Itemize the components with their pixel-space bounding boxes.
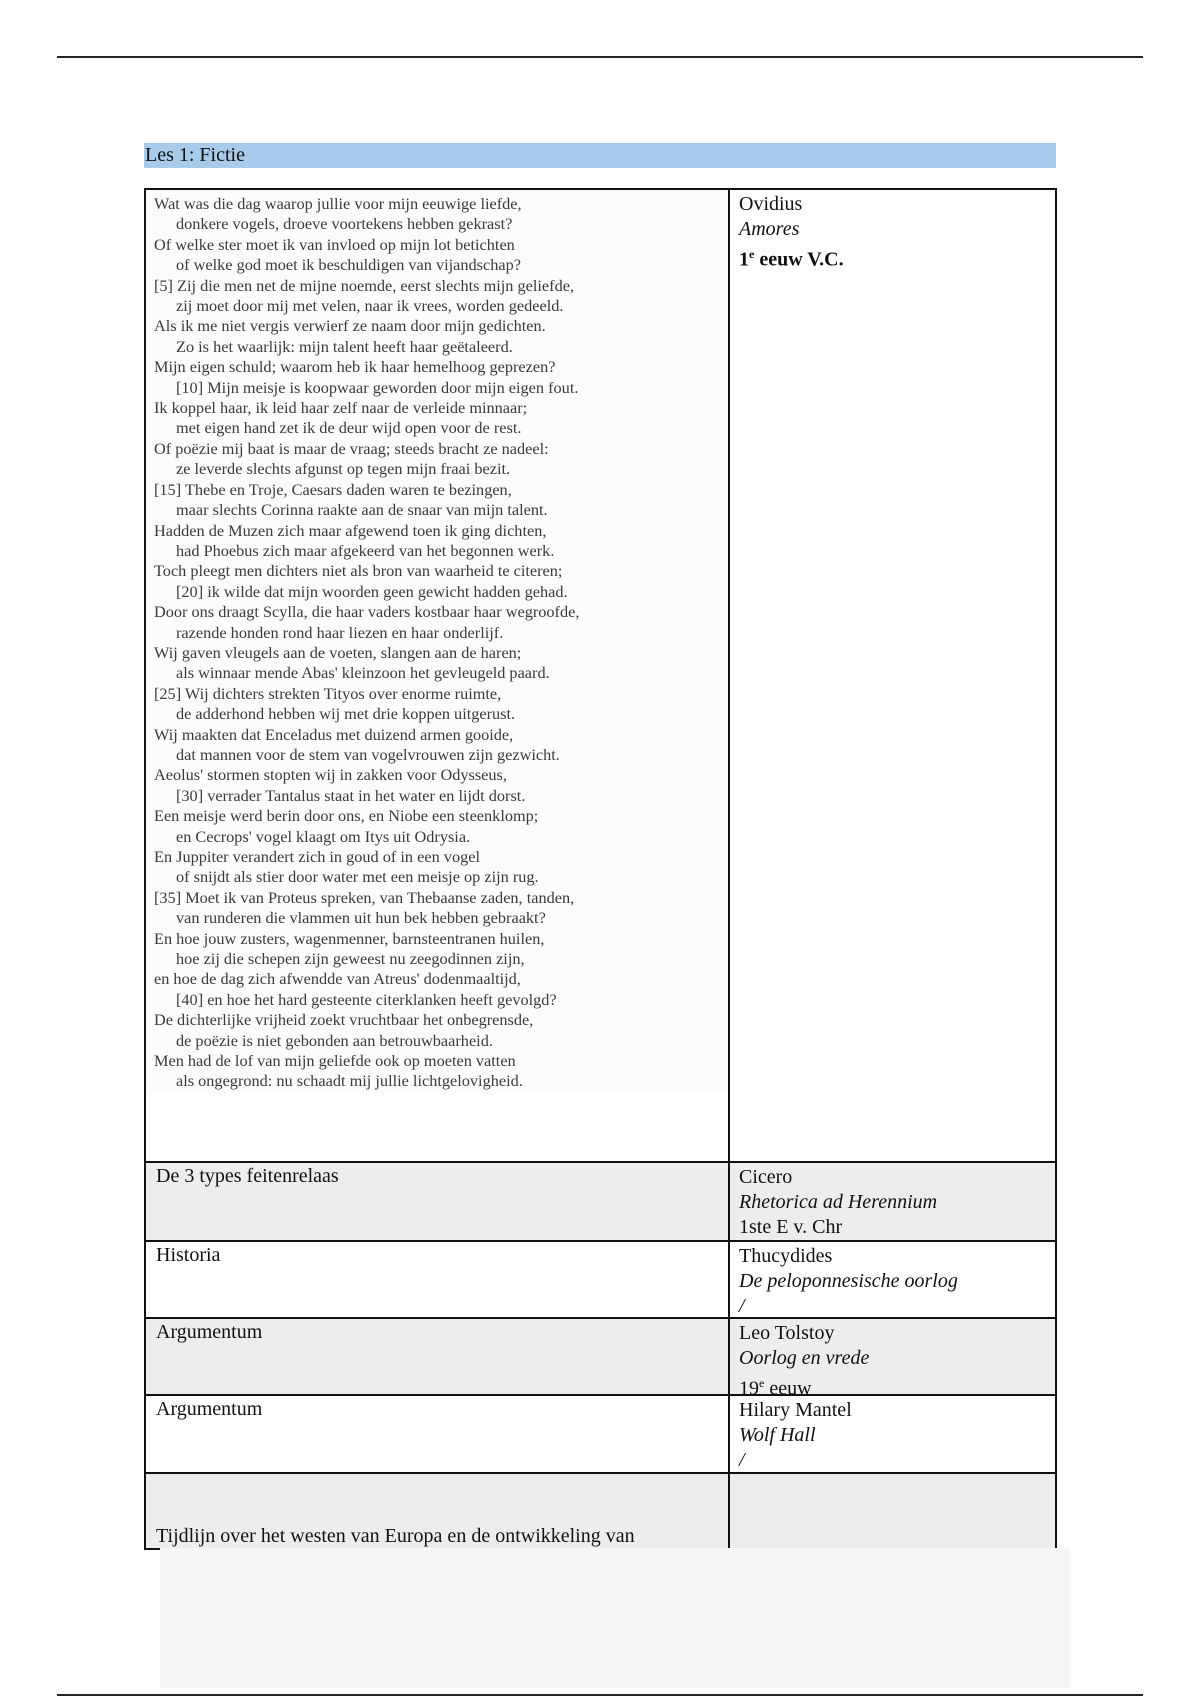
footer-rule: [57, 1694, 1143, 1696]
poem-line: hoe zij die schepen zijn geweest nu zeegodinnen zijn,: [176, 949, 525, 969]
source-cell-ovid: [730, 190, 1055, 1161]
row-label: Tijdlijn over het westen van Europa en de ontwikkeling van: [146, 1474, 730, 1548]
poem-line: Mijn eigen schuld; waarom heb ik haar hemelhoog geprezen?: [154, 357, 556, 377]
source-work: Rhetorica ad Herennium: [739, 1191, 938, 1213]
poem-line: [5] Zij die men net de mijne noemde, eerst slechts mijn geliefde,: [154, 275, 575, 295]
poem-line: Toch pleegt men dichters niet als bron van waarheid te citeren;: [154, 561, 563, 581]
poem-line: [40] en hoe het hard gesteente citerklanken heeft gevolgd?: [176, 989, 557, 1009]
poem-stanza-2: [154, 439, 720, 888]
poem-line: razende honden rond haar liezen en haar onderlijf.: [176, 622, 504, 642]
poem-line: Men had de lof van mijn geliefde ook op moeten vatten: [154, 1051, 516, 1071]
source-author: Cicero: [739, 1166, 793, 1188]
table-row-tolstoy: [144, 1319, 1057, 1400]
poem-line: Ik koppel haar, ik leid haar zelf naar de verleide minnaar;: [154, 398, 528, 418]
source-work: Oorlog en vrede: [739, 1347, 870, 1369]
source-cell: [730, 1242, 1055, 1317]
source-cell: [730, 1319, 1055, 1400]
poem-stanza-1: [154, 194, 720, 439]
source-work: De peloponnesische oorlog: [739, 1270, 958, 1292]
table-row-mantel: [144, 1396, 1057, 1474]
source-work: Amores: [739, 218, 800, 240]
table-row-cicero: [144, 1163, 1057, 1242]
poem-line: als ongegrond: nu schaadt mij jullie lichtgelovigheid.: [176, 1071, 523, 1091]
poem-line: met eigen hand zet ik de deur wijd open voor de rest.: [176, 418, 522, 438]
poem-line: en hoe de dag zich afwendde van Atreus' dodenmaaltijd,: [154, 969, 521, 989]
poem-line: Wat was die dag waarop jullie voor mijn eeuwige liefde,: [154, 194, 522, 213]
poem-line: Zo is het waarlijk: mijn talent heeft haar geëtaleerd.: [176, 336, 513, 356]
poem-line: of welke god moet ik beschuldigen van vijandschap?: [176, 255, 521, 275]
poem-line: of snijdt als stier door water met een meisje op zijn rug.: [176, 867, 539, 887]
poem-line: zij moet door mij met velen, naar ik vrees, worden gedeeld.: [176, 296, 564, 316]
poem-cell: [146, 190, 730, 1161]
table-row-timeline: [144, 1474, 1057, 1550]
poem-excerpt: [146, 190, 728, 1094]
poem-line: Of welke ster moet ik van invloed op mijn lot betichten: [154, 234, 515, 254]
source-author: Thucydides: [739, 1245, 833, 1267]
poem-line: Wij maakten dat Enceladus met duizend armen gooide,: [154, 724, 514, 744]
source-work: Wolf Hall: [739, 1424, 816, 1446]
poem-line: En Juppiter verandert zich in goud of in een vogel: [154, 847, 480, 866]
reading-table: [144, 188, 1057, 1550]
poem-line: dat mannen voor de stem van vogelvrouwen zijn gezwicht.: [176, 744, 560, 764]
source-author: Ovidius: [739, 193, 803, 215]
poem-line: de poëzie is niet gebonden aan betrouwbaarheid.: [176, 1030, 493, 1050]
page-blank-area: [160, 1548, 1070, 1688]
poem-line: als winnaar mende Abas' kleinzoon het gevleugeld paard.: [176, 663, 550, 683]
source-date: 1e eeuw V.C.: [739, 247, 844, 271]
poem-line: van runderen die vlammen uit hun bek hebben gebraakt?: [176, 908, 546, 928]
poem-line: [35] Moet ik van Proteus spreken, van Thebaanse zaden, tanden,: [154, 887, 575, 907]
header-rule: [57, 56, 1143, 58]
poem-line: en Cecrops' vogel klaagt om Itys uit Odrysia.: [176, 826, 471, 846]
poem-line: maar slechts Corinna raakte aan de snaar van mijn talent.: [176, 500, 548, 520]
section-heading: Les 1: Fictie: [144, 143, 1056, 168]
poem-line: had Phoebus zich maar afgekeerd van het begonnen werk.: [176, 540, 555, 560]
poem-line: donkere vogels, droeve voortekens hebben gekrast?: [176, 214, 513, 234]
table-row-ovid: [144, 188, 1057, 1163]
row-label: Argumentum: [146, 1396, 730, 1472]
poem-line: De dichterlijke vrijheid zoekt vruchtbaar het onbegrensde,: [154, 1010, 534, 1030]
poem-line: [20] ik wilde dat mijn woorden geen gewicht hadden gehad.: [176, 581, 568, 601]
source-date: /: [739, 1449, 745, 1471]
source-author: Leo Tolstoy: [739, 1322, 835, 1344]
row-label: De 3 types feitenrelaas: [146, 1163, 730, 1240]
poem-line: de adderhond hebben wij met drie koppen uitgerust.: [176, 704, 516, 724]
source-cell: [730, 1163, 1055, 1240]
poem-line: [30] verrader Tantalus staat in het water en lijdt dorst.: [176, 785, 526, 805]
source-date: /: [739, 1295, 745, 1317]
poem-line: [25] Wij dichters strekten Tityos over enorme ruimte,: [154, 683, 502, 703]
poem-line: [15] Thebe en Troje, Caesars daden waren te bezingen,: [154, 479, 512, 499]
row-label: Historia: [146, 1242, 730, 1317]
poem-stanza-3: [154, 888, 720, 1092]
poem-line: Of poëzie mij baat is maar de vraag; steeds bracht ze nadeel:: [154, 438, 549, 458]
poem-line: Een meisje werd berin door ons, en Niobe een steenklomp;: [154, 806, 539, 826]
poem-line: Aeolus' stormen stopten wij in zakken voor Odysseus,: [154, 765, 507, 785]
source-cell: [730, 1396, 1055, 1472]
poem-line: ze leverde slechts afgunst op tegen mijn fraai bezit.: [176, 459, 511, 479]
source-author: Hilary Mantel: [739, 1399, 852, 1421]
poem-line: Als ik me niet vergis verwierf ze naam door mijn gedichten.: [154, 316, 546, 336]
source-date: 1ste E v. Chr: [739, 1216, 843, 1238]
poem-line: Wij gaven vleugels aan de voeten, slangen aan de haren;: [154, 642, 522, 662]
poem-line: [10] Mijn meisje is koopwaar geworden door mijn eigen fout.: [176, 377, 579, 397]
poem-line: En hoe jouw zusters, wagenmenner, barnsteentranen huilen,: [154, 928, 545, 948]
table-row-thucydides: [144, 1242, 1057, 1319]
poem-line: Door ons draagt Scylla, die haar vaders kostbaar haar wegroofde,: [154, 602, 580, 622]
poem-line: Hadden de Muzen zich maar afgewend toen ik ging dichten,: [154, 520, 547, 540]
row-label: Argumentum: [146, 1319, 730, 1394]
source-date: 19e eeuw: [739, 1376, 812, 1400]
source-cell-empty: [730, 1474, 1055, 1548]
